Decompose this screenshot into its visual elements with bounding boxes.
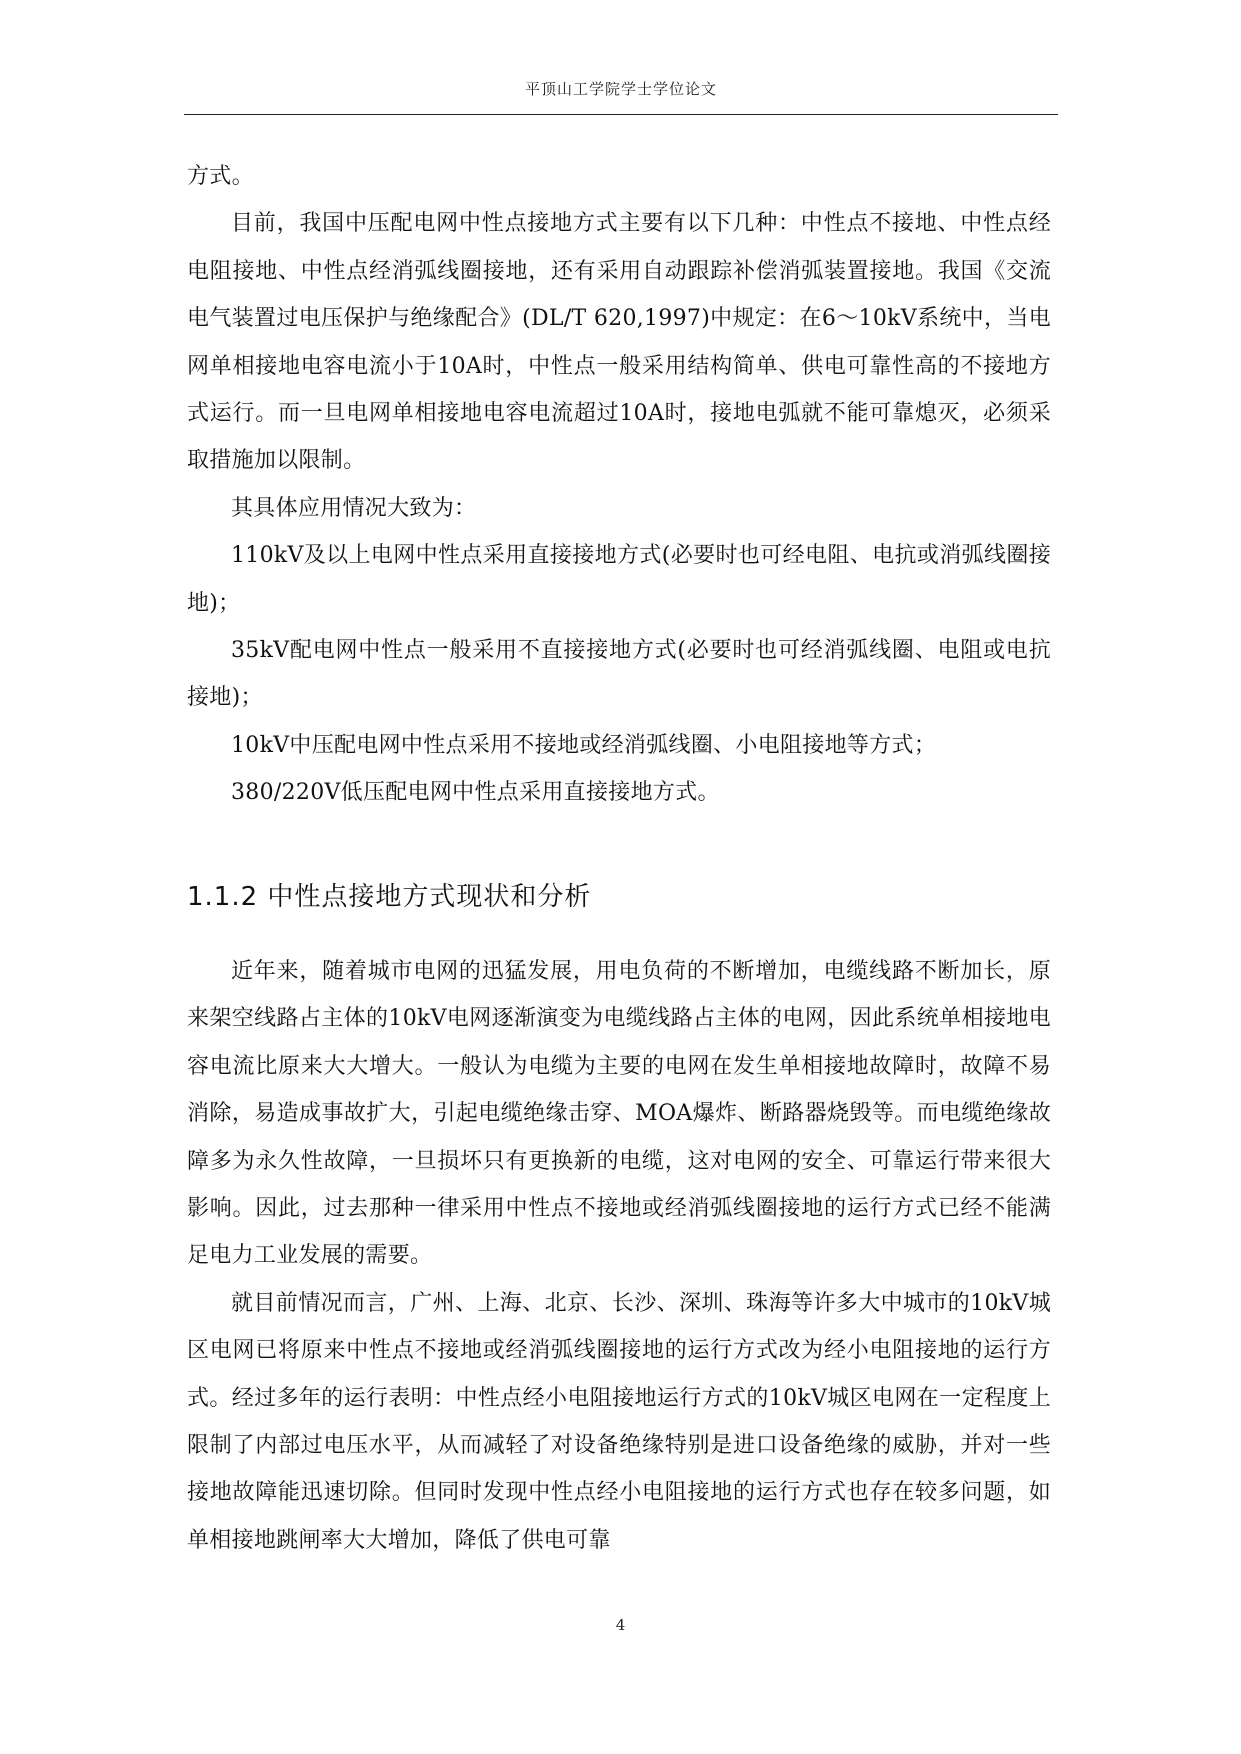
header-divider xyxy=(184,114,1058,115)
paragraph: 其具体应用情况大致为： xyxy=(231,495,477,521)
page-number: 4 xyxy=(615,1616,626,1634)
body-text-part2 xyxy=(187,948,1051,1564)
paragraph: 380/220V低压配电网中性点采用直接接地方式。 xyxy=(231,780,720,806)
paragraph-continuation: 方式。 xyxy=(187,164,254,189)
paragraph: 近年来，随着城市电网的迅猛发展，用电负荷的不断增加，电缆线路不断加长，原来架空线路占主体的10kV电网逐渐演变为电缆线路占主体的电网，因此系统单相接地电容电流比原来大大增大。一般认为电缆为主要的电网在发生单相接地故障时，故障不易消除，易造成事故扩大，引起电缆绝缘击穿、MOA爆炸、断路器烧毁等。而电缆绝缘故障多为永久性故障，一旦损坏只有更换新的电缆，这对电网的安全、可靠运行带来很大影响。因此，过去那种一律采用中性点不接地或经消弧线圈接地的运行方式已经不能满足电力工业发展的需要。 xyxy=(187,959,1051,1269)
paragraph: 就目前情况而言，广州、上海、北京、长沙、深圳、珠海等许多大中城市的10kV城区电网已将原来中性点不接地或经消弧线圈接地的运行方式改为经小电阻接地的运行方式。经过多年的运行表明：中性点经小电阻接地运行方式的10kV城区电网在一定程度上限制了内部过电压水平，从而减轻了对设备绝缘特别是进口设备绝缘的威胁，并对一些接地故障能迅速切除。但同时发现中性点经小电阻接地的运行方式也存在较多问题，如单相接地跳闸率大大增加，降低了供电可靠 xyxy=(187,1290,1051,1553)
running-header: 平顶山工学院学士学位论文 xyxy=(524,80,717,98)
paragraph: 目前，我国中压配电网中性点接地方式主要有以下几种：中性点不接地、中性点经电阻接地、中性点经消弧线圈接地，还有采用自动跟踪补偿消弧装置接地。我国《交流电气装置过电压保护与绝缘配合》(DL/T 620,1997)中规定：在6～10kV系统中，当电网单相接地电容电流小于10A时，中性点一般采用结构简单、供电可靠性高的不接地方式运行。而一旦电网单相接地电容电流超过10A时，接地电弧就不能可靠熄灭，必须采取措施加以限制。 xyxy=(187,211,1051,474)
paragraph: 10kV中压配电网中性点采用不接地或经消弧线圈、小电阻接地等方式； xyxy=(231,732,937,758)
paragraph: 110kV及以上电网中性点采用直接接地方式(必要时也可经电阻、电抗或消弧线圈接地)； xyxy=(187,543,1051,616)
paragraph: 35kV配电网中性点一般采用不直接接地方式(必要时也可经消弧线圈、电阻或电抗接地)； xyxy=(187,638,1051,711)
section-heading: 1.1.2 中性点接地方式现状和分析 xyxy=(187,882,592,912)
body-text-part1 xyxy=(187,153,1051,817)
